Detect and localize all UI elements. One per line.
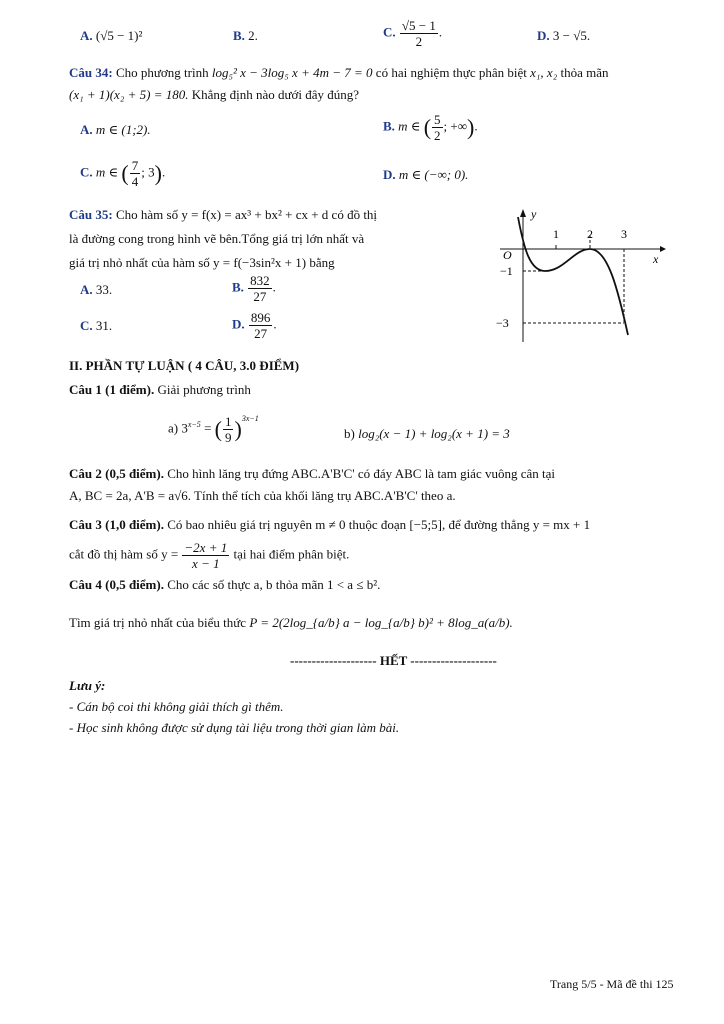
tick-neg3: −3 xyxy=(496,316,509,330)
text: Cho hình lăng trụ đứng ABC.A'B'C' có đáy ABC là tam giác vuông cân tại xyxy=(167,466,556,481)
note-item: - Cán bộ coi thi không giải thích gì thêm. xyxy=(69,699,284,714)
text: Khẳng định nào dưới đây đúng? xyxy=(191,87,360,102)
question-number: Câu 35: xyxy=(69,207,113,222)
option-label: B. xyxy=(233,28,245,43)
option-text: m ∈ (1;2). xyxy=(95,122,151,137)
origin-label: O xyxy=(503,248,512,262)
q34-stem xyxy=(69,62,687,106)
fraction xyxy=(223,414,234,445)
q35-option-b: B. $\frac{832}{27}$ . xyxy=(232,273,276,304)
option-label: A. xyxy=(80,122,93,137)
option-label: D. xyxy=(232,316,245,332)
variables: x₁, x₂ xyxy=(530,65,558,80)
c4-stem xyxy=(69,577,380,593)
q34-option-a xyxy=(80,122,151,138)
part-label: b) xyxy=(344,426,355,441)
text: Cho các số thực a, b thỏa mãn 1 < a ≤ b². xyxy=(167,577,381,592)
equation: log₅² x − 3log₅ x + 4m − 7 = 0 xyxy=(211,65,373,80)
numerator: 5 xyxy=(434,112,441,127)
text: A, BC = 2a, A'B = a√6. Tính thể tích của khối lăng trụ ABC.A'B'C' theo a. xyxy=(69,488,456,503)
c1-part-b xyxy=(344,426,510,442)
condition: (x₁ + 1)(x₂ + 5) = 180. xyxy=(69,87,189,102)
denominator: x − 1 xyxy=(192,556,220,571)
fraction xyxy=(182,540,229,571)
q35-stem xyxy=(69,203,377,275)
base: 3 xyxy=(181,420,188,436)
option-text: 3 − √5. xyxy=(552,28,591,43)
question-number: Câu 1 (1 điểm). xyxy=(69,382,155,397)
numerator: 896 xyxy=(250,310,271,325)
c2-stem xyxy=(69,463,687,507)
q35-option-a xyxy=(80,282,112,298)
option-text: m ∈ (−∞; 0). xyxy=(398,167,469,182)
option-label: D. xyxy=(537,28,550,43)
text: có hai nghiệm thực phân biệt xyxy=(375,65,527,80)
y-axis-arrow xyxy=(520,209,526,217)
option-text: 31. xyxy=(95,318,113,333)
q34-option-c: C. m ∈ ( $\frac{7}{4}$ ; 3). xyxy=(80,158,166,189)
fraction xyxy=(130,158,141,189)
q33-option-b xyxy=(233,28,258,44)
text: Cho hàm số y = f(x) = ax³ + bx² + cx + d có đồ thị xyxy=(115,207,378,222)
option-label: A. xyxy=(80,28,93,43)
numerator: −2x + 1 xyxy=(184,540,228,555)
text: giá trị nhỏ nhất của hàm số y = f(−3sin²x + 1) bằng xyxy=(69,255,335,270)
tick-1: 1 xyxy=(553,227,559,241)
denominator: 4 xyxy=(131,174,139,189)
c1-stem xyxy=(69,382,251,398)
fraction xyxy=(400,18,438,49)
question-number: Câu 4 (0,5 điểm). xyxy=(69,577,164,592)
option-label: B. xyxy=(232,279,244,295)
x-axis-arrow xyxy=(660,246,666,252)
option-label: A. xyxy=(80,282,93,297)
denominator: 2 xyxy=(434,128,441,143)
q35-option-d: D. $\frac{896}{27}$ . xyxy=(232,310,277,341)
c1-part-a: a) $3^{x-5}$ = ( $\frac{1}{9}$ )$^{3x-1}$ xyxy=(168,414,259,445)
option-text: 2. xyxy=(248,28,258,43)
part-label: a) xyxy=(168,420,179,436)
option-text: ; 3 xyxy=(141,164,155,180)
end-marker: -------------------- HẾT -------------------- xyxy=(290,653,497,668)
cubic-curve xyxy=(518,217,628,335)
option-label: C. xyxy=(80,164,93,180)
exponent: 3x−1 xyxy=(241,414,259,423)
option-text: m ∈ xyxy=(95,164,119,180)
cubic-graph xyxy=(490,205,675,345)
denominator: 27 xyxy=(253,289,267,304)
notes xyxy=(69,675,399,738)
question-number: Câu 2 (0,5 điểm). xyxy=(69,466,164,481)
denominator: 2 xyxy=(415,34,423,49)
q35-option-c xyxy=(80,318,112,334)
option-label: C. xyxy=(383,24,396,40)
exponent: x−5 xyxy=(187,420,201,430)
expression: P = 2(2log_{a/b} a − log_{a/b} b)² + 8log_a(a/b). xyxy=(249,615,513,630)
text: Giải phương trình xyxy=(157,382,251,397)
option-text: (√5 − 1)² xyxy=(95,28,143,43)
x-axis-label: x xyxy=(653,252,659,266)
text: cắt đồ thị hàm số y = xyxy=(69,546,179,562)
denominator: 27 xyxy=(254,326,268,341)
q33-option-d xyxy=(537,28,590,44)
page-footer: Trang 5/5 - Mã đề thi 125 xyxy=(550,977,674,991)
option-text: 33. xyxy=(95,282,113,297)
fraction xyxy=(248,273,272,304)
numerator: 1 xyxy=(224,414,232,429)
text: tại hai điểm phân biệt. xyxy=(233,546,350,562)
q34-option-b: B. m ∈ ( $\frac{5}{2}$ ; +∞). xyxy=(383,112,478,143)
equation: log₂(x − 1) + log₂(x + 1) = 3 xyxy=(358,426,510,441)
part2-heading: II. PHẦN TỰ LUẬN ( 4 CÂU, 3.0 ĐIỂM) xyxy=(69,358,300,373)
q34-option-d xyxy=(383,167,468,183)
denominator: 9 xyxy=(224,430,232,445)
tick-3: 3 xyxy=(621,227,627,241)
tick-2: 2 xyxy=(587,227,593,241)
note-item: - Học sinh không được sử dụng tài liệu trong thời gian làm bài. xyxy=(69,720,400,735)
question-number: Câu 3 (1,0 điểm). xyxy=(69,517,164,532)
numerator: 832 xyxy=(250,273,270,288)
option-label: D. xyxy=(383,167,396,182)
c3-stem xyxy=(69,514,687,536)
text: Có bao nhiêu giá trị nguyên m ≠ 0 thuộc đoạn [−5;5], để đường thẳng y = mx + 1 xyxy=(167,517,591,532)
text: là đường cong trong hình vẽ bên.Tổng giá trị lớn nhất và xyxy=(69,231,365,246)
option-text: m ∈ xyxy=(398,118,421,134)
c4-line2 xyxy=(69,615,513,631)
numerator: √5 − 1 xyxy=(401,18,436,33)
q33-option-a xyxy=(80,28,142,44)
fraction xyxy=(432,112,443,143)
tick-neg1: −1 xyxy=(500,264,513,278)
option-label: B. xyxy=(383,118,395,134)
q33-option-c: C. $\frac{√5 - 1}{2}$ . xyxy=(383,18,443,49)
text: thỏa mãn xyxy=(560,65,609,80)
text: Tìm giá trị nhỏ nhất của biểu thức xyxy=(69,615,247,630)
option-label: C. xyxy=(80,318,93,333)
numerator: 7 xyxy=(131,158,139,173)
y-axis-label: y xyxy=(531,207,537,221)
equals: = xyxy=(204,420,212,436)
question-number: Câu 34: xyxy=(69,65,113,80)
c3-line2 xyxy=(69,540,349,571)
option-text: ; +∞ xyxy=(443,118,467,134)
text: Cho phương trình xyxy=(115,65,209,80)
notes-title: Lưu ý: xyxy=(69,678,106,693)
fraction xyxy=(249,310,273,341)
